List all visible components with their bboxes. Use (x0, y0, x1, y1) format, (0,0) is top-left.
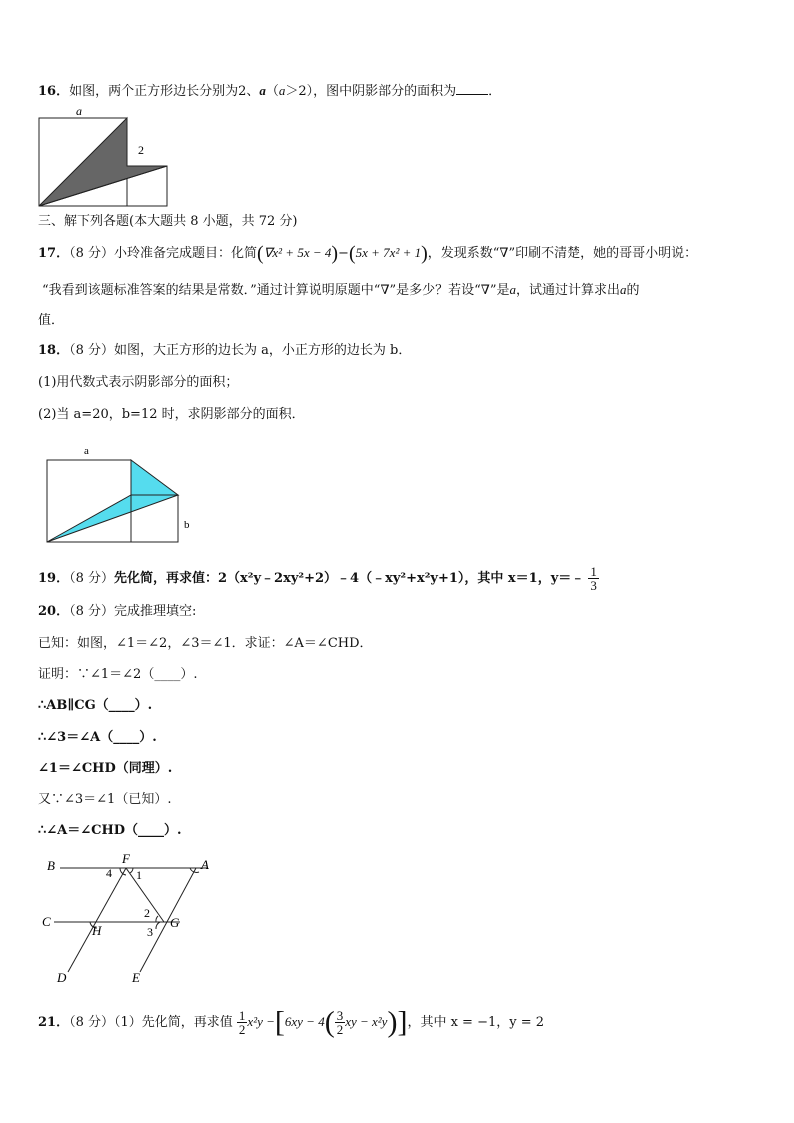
q18-shaded-bottom (47, 495, 178, 542)
q21-text: （1）先化简，再求值 (114, 1015, 233, 1030)
q18-number: 18． (38, 343, 70, 358)
q16-end: ． (488, 84, 502, 99)
q21-term1: x²y − (247, 1014, 275, 1029)
q16-fig-label-a: a (76, 104, 82, 118)
bracket-open: [ (274, 1005, 285, 1039)
q21-number: 21． (38, 1015, 70, 1030)
q19-score: （8 分） (69, 571, 114, 586)
q19-text: 先化简，再求值：2（x²y﹣2xy²+2）﹣4（﹣xy²+x²y+1），其中 x＝1，y＝﹣ (114, 571, 585, 586)
q17-text2: ，发现系数“∇”印刷不清楚，她的哥哥小明说： (427, 246, 698, 261)
q21-term2: 6xy − 4 (284, 1014, 325, 1029)
q16-cond-open: （ (265, 84, 279, 99)
q16-cond: a (278, 83, 286, 98)
section-title: 三、解下列各题(本大题共 8 小题，共 72 分) (38, 214, 298, 229)
q20-proof1: 证明：∵∠1＝∠2（____）. (38, 667, 198, 682)
q17-line1 (38, 244, 697, 263)
angle-3-arc (156, 922, 160, 929)
q18-score: （8 分） (69, 343, 114, 358)
q18-sub1: (1)用代数式表示阴影部分的面积； (38, 375, 239, 390)
q18-fig-label-a: a (84, 445, 89, 457)
angle-2-arc (156, 916, 158, 922)
angle-1-arc (130, 868, 133, 873)
q20-proof6: ∴∠A＝∠CHD（____）. (38, 823, 182, 838)
q16-line (38, 82, 501, 101)
q16-cond-rest: ＞2），图中阴影部分的面积为 (285, 84, 457, 99)
label-angle-2: 2 (144, 906, 150, 920)
q21-f2-den: 2 (336, 1022, 344, 1037)
line-ae (140, 868, 196, 972)
label-f: F (122, 851, 130, 866)
q20-proof5: 又∵∠3＝∠1（已知）. (38, 792, 172, 807)
answer-blank[interactable] (456, 82, 488, 95)
q20-proof2: ∴AB∥CG（____）. (38, 698, 153, 713)
paren-close: ) (387, 1005, 398, 1039)
q18-shaded-top (131, 460, 178, 495)
label-d: D (57, 970, 67, 985)
q20-line1 (38, 603, 196, 621)
q17-text1: 小玲准备完成题目：化简 (114, 246, 258, 261)
q20-number: 20． (38, 604, 70, 619)
q20-title: 完成推理填空: (114, 604, 197, 619)
label-e: E (132, 970, 140, 985)
q20-proof3: ∴∠3＝∠A（____）. (38, 730, 157, 745)
q21-line (38, 1002, 544, 1043)
q16-shaded-region (39, 118, 167, 206)
q19-fraction (588, 565, 599, 592)
q21-f1-den: 2 (238, 1022, 246, 1037)
q18-sub2: (2)当 a=20，b=12 时，求阴影部分的面积． (38, 407, 305, 422)
q19-frac-num: 1 (590, 564, 597, 579)
label-angle-4: 4 (106, 866, 112, 880)
paren-close: ) (331, 242, 339, 265)
label-a: A (201, 857, 209, 872)
label-c: C (42, 914, 51, 929)
q18-line1 (38, 342, 411, 360)
label-angle-3: 3 (147, 925, 153, 939)
q17-line2 (42, 281, 640, 300)
q19-frac-den: 3 (590, 578, 597, 593)
q20-given: 已知：如图，∠1＝∠2，∠3＝∠1．求证：∠A＝∠CHD． (38, 636, 373, 651)
q17-line3: 值． (38, 313, 65, 328)
q21-f2-num: 3 (336, 1008, 344, 1023)
label-angle-1: 1 (136, 868, 142, 882)
label-g: G (170, 915, 180, 930)
paren-open: ( (348, 242, 356, 265)
q17-line2-end: ，试通过计算求出 (516, 283, 621, 298)
q16-var-a: a (259, 83, 266, 98)
q17-expr1: ∇x² + 5x − 4 (263, 245, 332, 260)
q18-figure (44, 442, 196, 546)
paren-close: ) (421, 242, 428, 265)
q17-score: （8 分） (69, 246, 114, 261)
q21-term3: xy − x²y (345, 1014, 388, 1029)
q16-text: 如图，两个正方形边长分别为2、 (69, 84, 260, 99)
bracket-close: ] (397, 1005, 408, 1039)
paren-open: ( (324, 1005, 335, 1039)
q17-var-a: a (509, 282, 517, 297)
q19-line (38, 565, 599, 592)
q17-expr2: 5x + 7x² + 1 (355, 245, 422, 260)
line-fd (68, 868, 126, 972)
q17-var-a2: a (620, 282, 627, 297)
q16-number: 16． (38, 84, 70, 99)
q16-fig-label-2: 2 (138, 143, 144, 157)
q21-f1-num: 1 (238, 1008, 246, 1023)
paren-open: ( (257, 242, 264, 265)
q21-cond: ，其中 x = −1，y = 2 (407, 1015, 545, 1030)
q21-fraction2 (335, 1009, 346, 1036)
q16-figure (38, 104, 172, 208)
q17-line2-text: “我看到该题标准答案的结果是常数．”通过计算说明原题中“∇”是多少？若设“∇”是 (42, 283, 510, 298)
q17-number: 17． (38, 246, 70, 261)
q21-fraction1 (237, 1009, 248, 1036)
q17-line2-tail: 的 (626, 283, 640, 298)
q19-number: 19． (38, 571, 70, 586)
q20-figure (40, 850, 220, 988)
q18-big-square (47, 460, 131, 542)
q18-fig-label-b: b (184, 519, 190, 531)
q17-minus: − (338, 246, 349, 261)
q21-score: （8 分） (69, 1015, 114, 1030)
q20-score: （8 分） (69, 604, 114, 619)
q20-proof4: ∠1＝∠CHD（同理）. (38, 761, 173, 776)
label-b: B (47, 858, 55, 873)
label-h: H (92, 923, 102, 938)
q18-text: 如图，大正方形的边长为 a，小正方形的边长为 b． (114, 343, 412, 358)
